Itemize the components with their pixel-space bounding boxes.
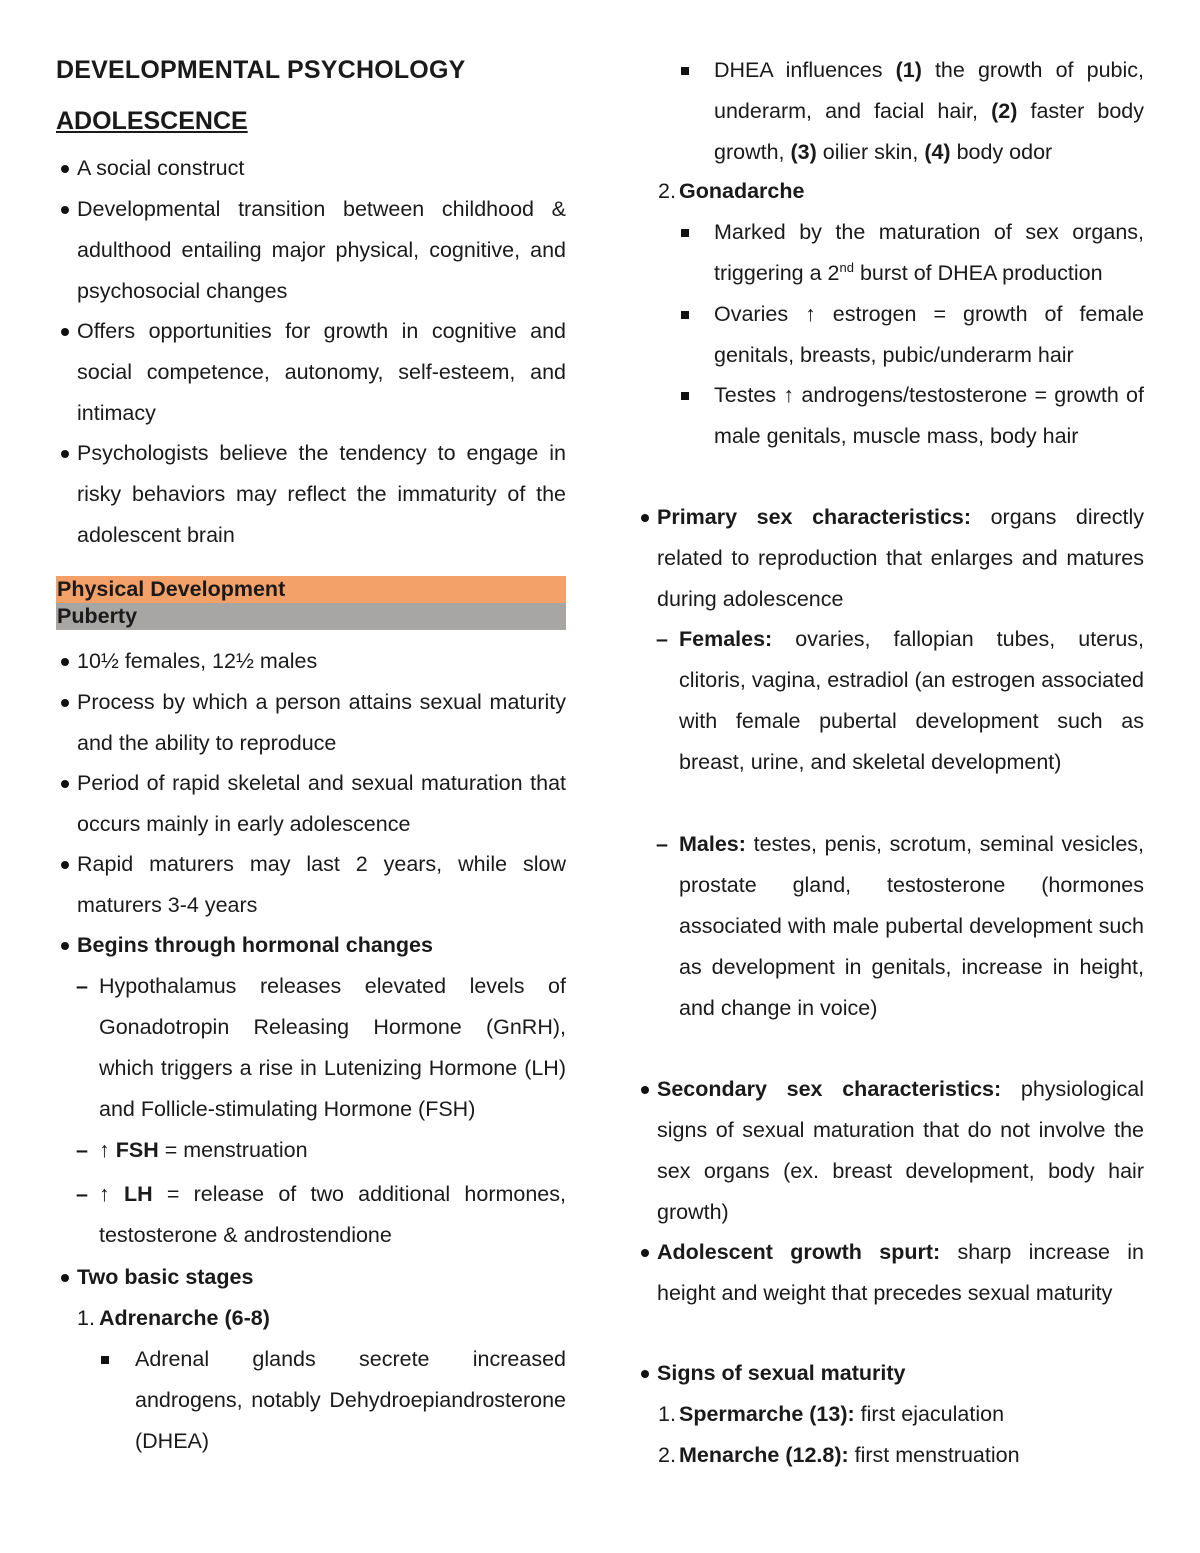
- list-item: Offers opportunities for growth in cognitive and social competence, autonomy, self-esteem, and intimacy: [56, 311, 566, 434]
- list-item: Psychologists believe the tendency to engage in risky behaviors may reflect the immaturity of the adolescent brain: [56, 433, 566, 556]
- dash-icon: –: [76, 1138, 88, 1162]
- bullet-icon: [56, 844, 74, 885]
- bullet-icon: [56, 682, 74, 723]
- list-item: Secondary sex characteristics: physiological signs of sexual maturation that do not involve the sex organs (ex. breast development, body hair growth): [636, 1069, 1144, 1233]
- numbered-item: 1. Spermarche (13): first ejaculation: [658, 1402, 1005, 1426]
- list-item: Primary sex characteristics: organs directly related to reproduction that enlarges and matures during adolescence: [636, 497, 1144, 620]
- numbered-item: 2. Gonadarche: [658, 179, 805, 203]
- bullet-icon: [56, 1257, 74, 1298]
- list-item: Rapid maturers may last 2 years, while slow maturers 3-4 years: [56, 844, 566, 926]
- sub-sub-list-item: Testes ↑ androgens/testosterone = growth of male genitals, muscle mass, body hair: [636, 375, 1144, 457]
- square-bullet-icon: [678, 375, 692, 416]
- numbered-item: 1. Adrenarche (6-8): [77, 1306, 270, 1330]
- sub-sub-list-item: Adrenal glands secrete increased androgens, notably Dehydroepiandrosterone (DHEA): [56, 1339, 566, 1462]
- sub-list-item: – Males: testes, penis, scrotum, seminal vesicles, prostate gland, testosterone (hormones associated with male pubertal development such as development in genitals, increase in height, and change in voice): [636, 824, 1144, 1029]
- dash-icon: –: [656, 832, 668, 856]
- section-heading: ADOLESCENCE: [56, 107, 248, 135]
- bullet-icon: [56, 433, 74, 474]
- list-item: 10½ females, 12½ males: [56, 641, 566, 682]
- sub-sub-list-item: Ovaries ↑ estrogen = growth of female genitals, breasts, pubic/underarm hair: [636, 294, 1144, 376]
- list-item: Adolescent growth spurt: sharp increase in height and weight that precedes sexual maturity: [636, 1232, 1144, 1314]
- square-bullet-icon: [678, 212, 692, 253]
- dash-icon: –: [76, 1182, 88, 1206]
- square-bullet-icon: [98, 1339, 112, 1380]
- list-item: Developmental transition between childhood & adulthood entailing major physical, cognitive, and psychosocial changes: [56, 189, 566, 312]
- sub-list-item: – ↑ LH = release of two additional hormones, testosterone & androstendione: [56, 1174, 566, 1256]
- list-item: Period of rapid skeletal and sexual maturation that occurs mainly in early adolescence: [56, 763, 566, 845]
- bullet-icon: [636, 1069, 654, 1110]
- bullet-icon: [56, 148, 74, 189]
- section-band-puberty: Puberty: [56, 603, 566, 630]
- bullet-icon: [636, 497, 654, 538]
- sub-list-item: – ↑ FSH = menstruation: [56, 1130, 566, 1171]
- bullet-icon: [56, 763, 74, 804]
- bullet-icon: [56, 641, 74, 682]
- list-item: Begins through hormonal changes: [56, 925, 566, 966]
- list-item: Two basic stages: [56, 1257, 566, 1298]
- document-title: DEVELOPMENTAL PSYCHOLOGY: [56, 56, 466, 84]
- sub-sub-list-item: DHEA influences (1) the growth of pubic, underarm, and facial hair, (2) faster body growth, (3) oilier skin, (4) body odor: [636, 50, 1144, 173]
- dash-icon: –: [656, 627, 668, 651]
- sub-list-item: – Females: ovaries, fallopian tubes, uterus, clitoris, vagina, estradiol (an estrogen associated with female pubertal development such as breast, urine, and skeletal development): [636, 619, 1144, 783]
- section-band-physical-development: Physical Development: [56, 576, 566, 603]
- dash-icon: –: [76, 974, 88, 998]
- bullet-icon: [56, 311, 74, 352]
- bullet-icon: [56, 925, 74, 966]
- sub-list-item: – Hypothalamus releases elevated levels of Gonadotropin Releasing Hormone (GnRH), which triggers a rise in Lutenizing Hormone (LH) and Follicle-stimulating Hormone (FSH): [56, 966, 566, 1130]
- list-item: Process by which a person attains sexual maturity and the ability to reproduce: [56, 682, 566, 764]
- list-item: Signs of sexual maturity: [636, 1353, 1144, 1394]
- square-bullet-icon: [678, 294, 692, 335]
- bullet-icon: [636, 1353, 654, 1394]
- numbered-item: 2. Menarche (12.8): first menstruation: [658, 1443, 1020, 1467]
- list-item: A social construct: [56, 148, 566, 189]
- bullet-icon: [56, 189, 74, 230]
- sub-sub-list-item: Marked by the maturation of sex organs, triggering a 2nd burst of DHEA production: [636, 212, 1144, 294]
- bullet-icon: [636, 1232, 654, 1273]
- square-bullet-icon: [678, 50, 692, 91]
